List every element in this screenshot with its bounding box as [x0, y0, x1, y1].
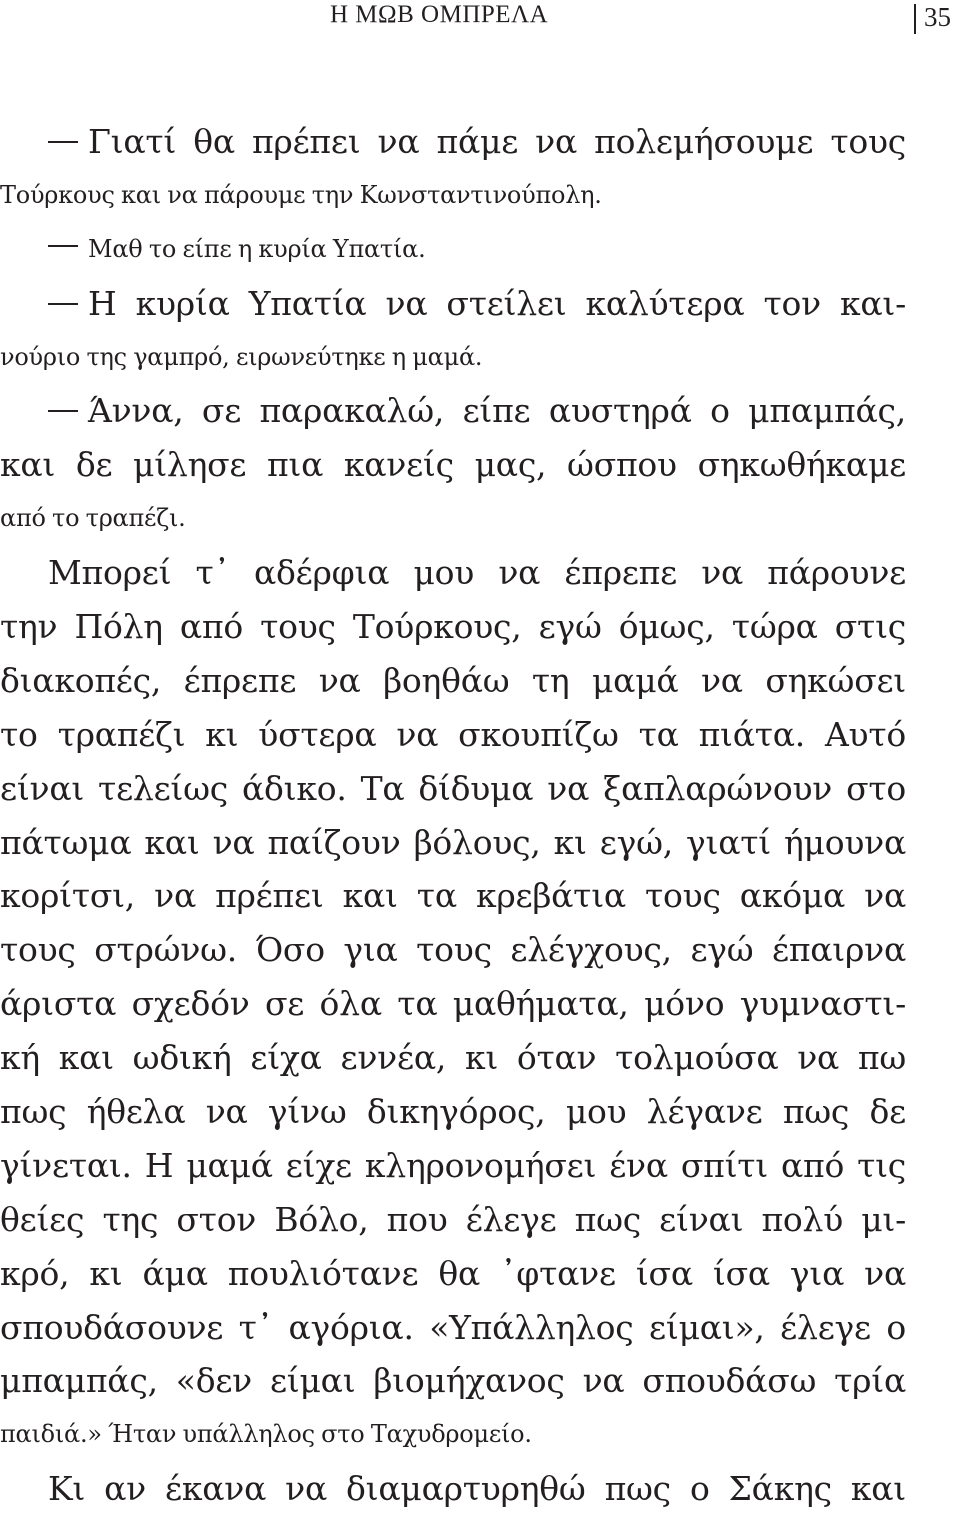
text-line-5: [0, 331, 960, 385]
text-line-21: [0, 1193, 906, 1247]
line-text: σπουδάσουνε τ᾿ αγόρια. «Υπάλληλος είμαι», έλεγε ο: [0, 1307, 906, 1347]
folio-rule: [914, 4, 916, 34]
text-line-14: [0, 816, 906, 870]
text-line-2: [0, 169, 960, 223]
text-line-17: [0, 977, 906, 1031]
text-line-11: [0, 654, 906, 708]
text-line-4: [0, 277, 906, 331]
text-line-20: [0, 1139, 906, 1193]
line-text: Γιατί θα πρέπει να πάμε να πολεμήσουμε τους: [88, 122, 906, 161]
line-text: Μπορεί τ᾿ αδέρφια μου να έπρεπε να πάρουνε: [48, 553, 906, 593]
text-line-16: [0, 923, 906, 977]
line-text: διακοπές, έπρεπε να βοηθάω τη μαμά να σηκώσει: [0, 660, 906, 700]
em-dash: [48, 303, 78, 305]
line-text: Η κυρία Υπατία να στείλει καλύτερα τον και-: [88, 283, 906, 323]
text-line-3: [0, 223, 960, 277]
running-title: Η ΜΩΒ ΟΜΠΡΕΛΑ: [330, 1, 549, 28]
line-text: γίνεται. Η μαμά είχε κληρονομήσει ένα σπίτι από τις: [0, 1145, 906, 1185]
text-line-18: [0, 1031, 906, 1085]
line-text: την Πόλη από τους Τούρκους, εγώ όμως, τώρα στις: [0, 607, 906, 647]
line-text: από το τραπέζι.: [0, 504, 186, 533]
text-line-1: [0, 115, 906, 169]
line-text: νούριο της γαμπρό, ειρωνεύτηκε η μαμά.: [0, 342, 483, 371]
line-text: είναι τελείως άδικο. Τα δίδυμα να ξαπλαρώνουν στο: [0, 768, 906, 808]
text-line-12: [0, 708, 906, 762]
text-line-26: [0, 1462, 906, 1516]
text-line-6: [0, 384, 906, 438]
text-line-7: [0, 438, 906, 492]
em-dash: [48, 141, 78, 143]
text-line-25: [0, 1408, 960, 1462]
line-text: κή και ωδική είχα εννέα, κι όταν τολμούσα να πω: [0, 1038, 906, 1078]
text-line-24: [0, 1354, 906, 1408]
line-text: Άννα, σε παρακαλώ, είπε αυστηρά ο μπαμπάς,: [88, 391, 906, 431]
body-text: [0, 115, 960, 1516]
line-text: Κι αν έκανα να διαμαρτυρηθώ πως ο Σάκης και: [48, 1469, 906, 1509]
line-text: το τραπέζι κι ύστερα να σκουπίζω τα πιάτα. Αυτό: [0, 714, 906, 754]
line-text: μπαμπάς, «δεν είμαι βιομήχανος να σπουδάσω τρία: [0, 1361, 906, 1401]
line-text: Μαθ το είπε η κυρία Υπατία.: [88, 234, 426, 263]
line-text: πάτωμα και να παίζουν βόλους, κι εγώ, γιατί ήμουνα: [0, 822, 906, 862]
running-head: [0, 0, 960, 40]
line-text: Τούρκους και να πάρουμε την Κωνσταντινούπολη.: [0, 180, 602, 209]
line-text: παιδιά.» Ήταν υπάλληλος στο Ταχυδρομείο.: [0, 1420, 532, 1449]
text-line-23: [0, 1301, 906, 1355]
text-line-13: [0, 762, 906, 816]
line-text: θείες της στον Βόλο, που έλεγε πως είναι πολύ μι-: [0, 1199, 906, 1239]
line-text: πως ήθελα να γίνω δικηγόρος, μου λέγανε πως δε: [0, 1092, 906, 1132]
text-line-9: [0, 546, 906, 600]
line-text: κορίτσι, να πρέπει και τα κρεβάτια τους ακόμα να: [0, 876, 906, 916]
em-dash: [48, 245, 78, 247]
line-text: άριστα σχεδόν σε όλα τα μαθήματα, μόνο γυμναστι-: [0, 984, 906, 1024]
text-line-15: [0, 869, 906, 923]
text-line-19: [0, 1085, 906, 1139]
line-text: κρό, κι άμα πουλιότανε θα ᾿φτανε ίσα ίσα για να: [0, 1253, 906, 1293]
text-line-8: [0, 492, 960, 546]
text-line-22: [0, 1247, 906, 1301]
line-text: τους στρώνω. Όσο για τους ελέγχους, εγώ έπαιρνα: [0, 930, 906, 970]
page-number: 35: [924, 2, 951, 32]
text-line-10: [0, 600, 906, 654]
em-dash: [48, 410, 78, 412]
line-text: και δε μίλησε πια κανείς μας, ώσπου σηκωθήκαμε: [0, 445, 906, 485]
